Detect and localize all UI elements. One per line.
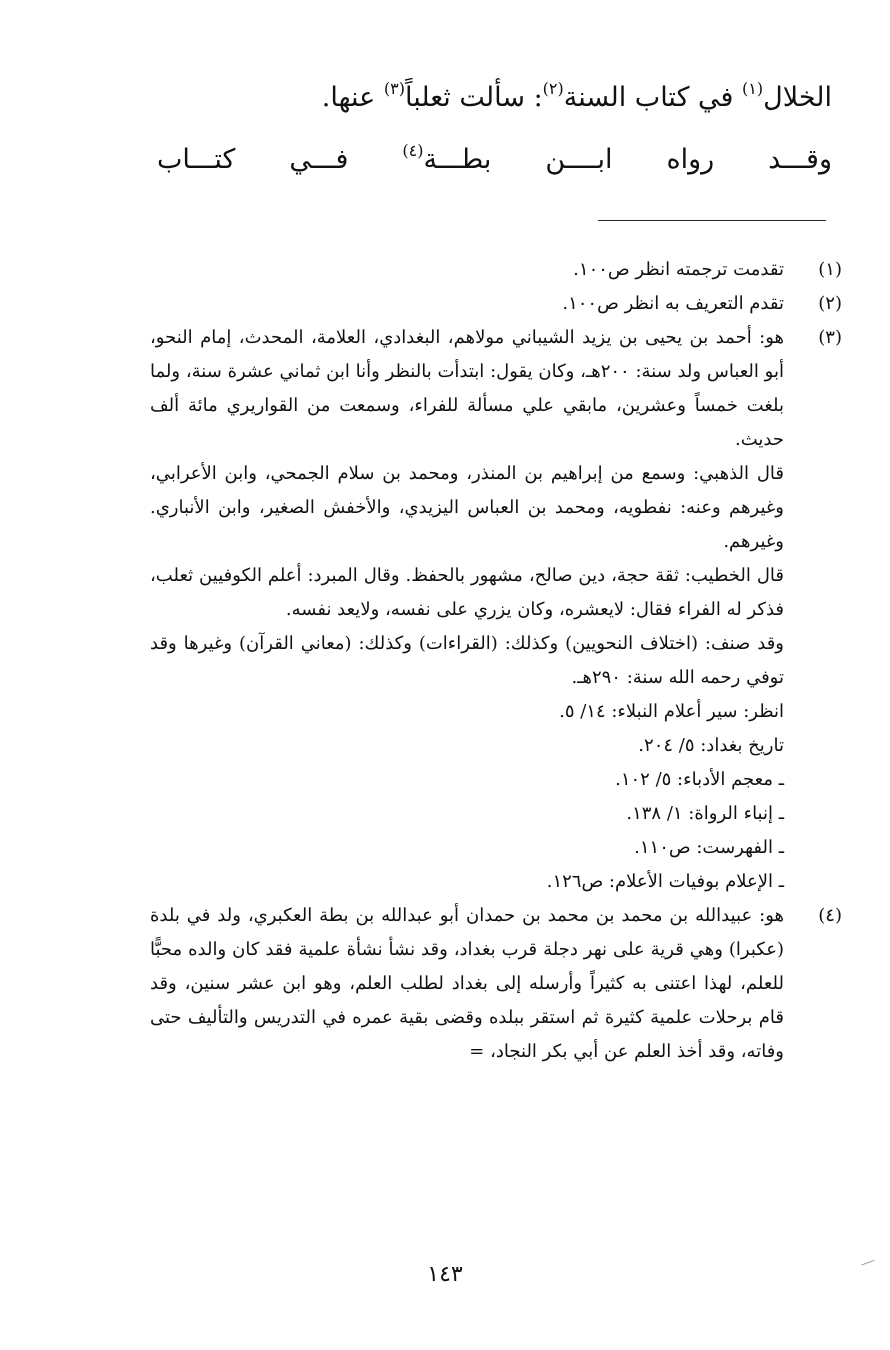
- footnote-number: (٣): [818, 327, 842, 348]
- main-text-segment: الخلال: [763, 82, 832, 113]
- footnote-ref-4[interactable]: (٤): [402, 141, 424, 160]
- main-text-segment: عنها.: [321, 82, 384, 113]
- main-text-segment: : سألت ثعلباً: [404, 82, 543, 113]
- footnote-1: [150, 253, 842, 287]
- footnote-body: [150, 899, 784, 1069]
- footnote-paragraph: قال الذهبي: وسمع من إبراهيم بن المنذر، ومحمد بن سلام الجمحي، وابن الأعرابي، وغيرهم وعنه: نفطويه، ومحمد بن العباس اليزيدي، والأخفش الصغير، وابن الأنباري. وغيرهم.: [150, 463, 784, 552]
- footnote-body: [150, 321, 784, 899]
- footnote-paragraph: وقد صنف: (اختلاف النحويين) وكذلك: (القراءات) وكذلك: (معاني القرآن) وغيرها وقد توفي رحمه الله سنة: ٢٩٠هـ.: [150, 633, 784, 688]
- footnote-paragraph: هو: أحمد بن يحيى بن يزيد الشيباني مولاهم، البغدادي، العلامة، المحدث، إمام النحو، أبو العباس ولد سنة: ٢٠٠هـ، وكان يقول: ابتدأت بالنظر وأنا ابن ثماني عشرة سنة، ولما بلغت خمساً وعشرين، مابقي علي مسألة للفراء، وسمعت من القواريري مائة ألف حديث.: [150, 327, 784, 450]
- footnote-paragraph: قال الخطيب: ثقة حجة، دين صالح، مشهور بالحفظ. وقال المبرد: أعلم الكوفيين ثعلب، فذكر له الفراء فقال: لايعشره، وكان يزري على نفسه، ولايعد نفسه.: [150, 565, 784, 620]
- main-text-segment: فـــي كتـــاب: [157, 144, 403, 175]
- footnote-separator: [598, 220, 826, 221]
- main-text-line-2: [157, 140, 832, 183]
- source-reference: انظر: سير أعلام النبلاء: ١٤/ ٥.: [559, 701, 784, 722]
- main-text-segment: وقـــد رواه ابــــن بطـــة: [423, 144, 833, 175]
- source-reference: ـ معجم الأدباء: ٥/ ١٠٢.: [615, 769, 784, 790]
- footnote-ref-3[interactable]: (٣): [383, 79, 405, 98]
- footnote-ref-1[interactable]: (١): [742, 79, 764, 98]
- footnote-text: تقدمت ترجمته انظر ص١٠٠.: [573, 259, 784, 280]
- source-reference: تاريخ بغداد: ٥/ ٢٠٤.: [638, 735, 784, 756]
- footnote-3: [150, 321, 842, 899]
- footnote-number: (١): [818, 259, 842, 280]
- footnote-body: [150, 253, 784, 287]
- main-text-line-1: [157, 78, 832, 121]
- footnotes-section: [150, 253, 842, 1069]
- page-number: ١٤٣: [427, 1262, 463, 1287]
- footnote-2: [150, 287, 842, 321]
- source-reference: ـ الإعلام بوفيات الأعلام: ص١٢٦.: [546, 871, 784, 892]
- footnote-number: (٤): [818, 905, 842, 926]
- footnote-4: [150, 899, 842, 1069]
- footnote-body: [150, 287, 784, 321]
- source-reference: ـ الفهرست: ص١١٠.: [634, 837, 784, 858]
- footnote-number: (٢): [818, 293, 842, 314]
- footnote-text: هو: عبيدالله بن محمد بن محمد بن حمدان أبو عبدالله بن بطة العكبري، ولد في بلدة (عكبرا) وهي قرية على نهر دجلة قرب بغداد، وقد نشأ نشأة علمية فقد كان والده محبًّا للعلم، لهذا اعتنى به كثيراً وأرسله إلى بغداد لطلب العلم، وهو ابن عشر سنين، وقد قام برحلات علمية كثيرة ثم استقر ببلده وقضى بقية عمره في التدريس والتأليف حتى وفاته، وقد أخذ العلم عن أبي بكر النجاد، =: [150, 905, 784, 1062]
- footnote-ref-2[interactable]: (٢): [542, 79, 564, 98]
- source-reference: ـ إنباء الرواة: ١/ ١٣٨.: [626, 803, 784, 824]
- main-text-segment: في كتاب السنة: [563, 82, 743, 113]
- footnote-text: تقدم التعريف به انظر ص١٠٠.: [562, 293, 784, 314]
